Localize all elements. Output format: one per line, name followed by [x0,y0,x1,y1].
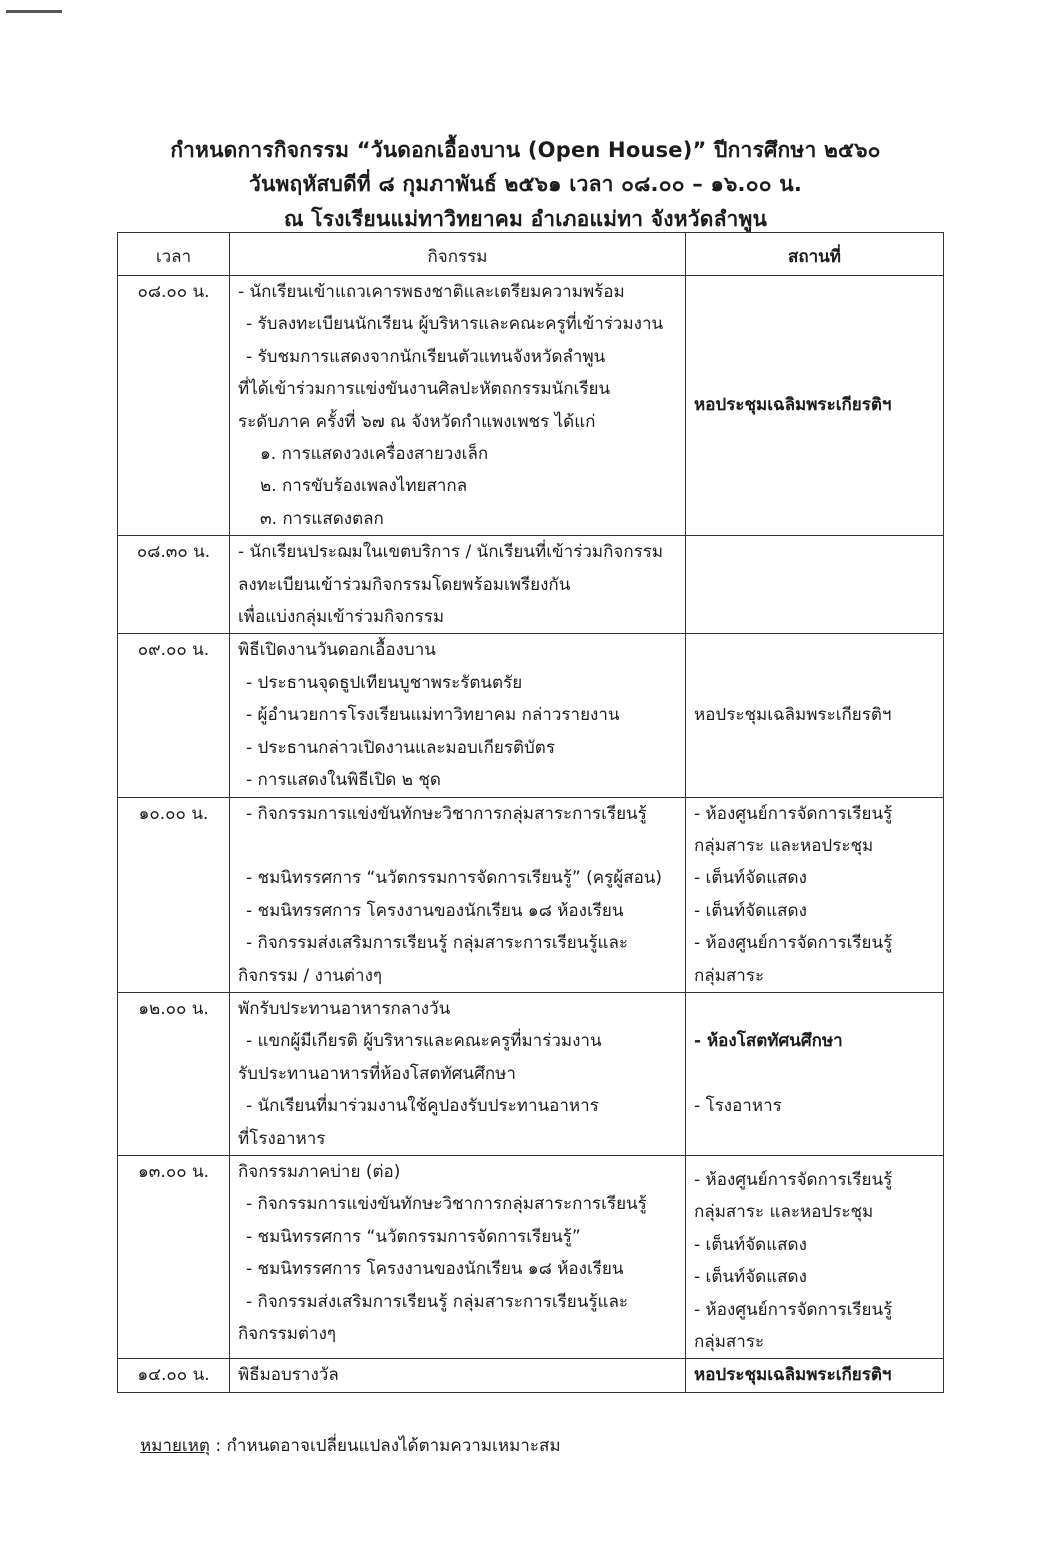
activity-line: - ประธานกล่าวเปิดงานและมอบเกียรติบัตร [246,737,555,758]
footnote-label: หมายเหตุ [140,1436,210,1456]
activity-line: รับประทานอาหารที่ห้องโสตทัศนศึกษา [238,1063,516,1084]
place-line: หอประชุมเฉลิมพระเกียรติฯ [694,705,892,726]
row-time: ๐๘.๐๐ น. [118,276,230,536]
header-time: เวลา [118,233,230,276]
activity-line: กิจกรรม / งานต่างๆ [238,965,383,986]
row-time: ๑๓.๐๐ น. [118,1155,230,1358]
row-place [686,634,944,797]
activity-line: เพื่อแบ่งกลุ่มเข้าร่วมกิจกรรม [238,607,445,628]
place-line: - โรงอาหาร [694,1096,782,1117]
document-date: วันพฤหัสบดีที่ ๘ กุมภาพันธ์ ๒๕๖๑ เวลา ๐๘.๐๐ – ๑๖.๐๐ น. [248,172,803,196]
row-place [686,276,944,536]
place-line: หอประชุมเฉลิมพระเกียรติฯ [694,1365,892,1386]
place-line: - เต็นท์จัดแสดง [694,900,807,921]
place-line: กลุ่มสาระ [694,965,765,986]
activity-line: - ชมนิทรรศการ “นวัตกรรมการจัดการเรียนรู้” (ครูผู้สอน) [246,868,663,889]
row-time: ๑๐.๐๐ น. [118,797,230,992]
footnote [140,1432,561,1459]
activity-line: - ประธานจุดธูปเทียนบูชาพระรัตนตรัย [246,672,523,693]
place-spacer [694,993,935,1025]
place-line: - ห้องศูนย์การจัดการเรียนรู้ [694,803,893,824]
activity-line: - ชมนิทรรศการ “นวัตกรรมการจัดการเรียนรู้” [246,1226,581,1247]
activity-line: - นักเรียนเข้าแถวเคารพธงชาติและเตรียมความพร้อม [238,282,625,302]
place-line: - เต็นท์จัดแสดง [694,1234,807,1255]
place-line: กลุ่มสาระ [694,1332,765,1352]
table-row [118,1359,944,1392]
activity-line: - นักเรียนประฌมในเขตบริการ / นักเรียนที่เข้าร่วมกิจกรรม [238,542,664,563]
activity-line: - กิจกรรมส่งเสริมการเรียนรู้ กลุ่มสาระการเรียนรู้และ [246,1291,629,1312]
activity-line: กิจกรรมต่างๆ [238,1324,337,1344]
activity-line: - กิจกรรมส่งเสริมการเรียนรู้ กลุ่มสาระการเรียนรู้และ [246,933,629,954]
table-row [118,634,944,797]
place-line: - ห้องศูนย์การจัดการเรียนรู้ [694,933,893,954]
activity-line: - กิจกรรมการแข่งขันทักษะวิชาการกลุ่มสาระการเรียนรู้ [246,1194,647,1215]
row-time: ๐๘.๓๐ น. [118,536,230,634]
activity-line: พิธีมอบรางวัล [238,1365,339,1386]
activity-line: - ชมนิทรรศการ โครงงานของนักเรียน ๑๘ ห้องเรียน [246,900,624,921]
table-row [118,797,944,992]
table-row [118,276,944,536]
activity-line: ที่โรงอาหาร [238,1128,326,1149]
place-spacer [694,1058,935,1090]
activity-line: ๑. การแสดงวงเครื่องสายวงเล็ก [260,444,489,465]
activity-line: - นักเรียนที่มาร่วมงานใช้คูปองรับประทานอาหาร [246,1096,599,1117]
row-time: ๑๔.๐๐ น. [118,1359,230,1392]
row-place [686,1359,944,1392]
activity-line: กิจกรรมภาคบ่าย (ต่อ) [238,1161,401,1182]
row-time: ๐๙.๐๐ น. [118,634,230,797]
place-line: - ห้องศูนย์การจัดการเรียนรู้ [694,1299,893,1320]
document-venue: ณ โรงเรียนแม่ทาวิทยาคม อำเภอแม่ทา จังหวัดลำพูน [283,207,768,231]
row-place [686,1155,944,1358]
activity-line: ๓. การแสดงตลก [260,508,384,529]
activity-line: - รับชมการแสดงจากนักเรียนตัวแทนจังหวัดลำพูน [246,346,606,367]
schedule-table [117,232,944,1393]
activity-line: ระดับภาค ครั้งที่ ๖๗ ณ จังหวัดกำแพงเพชร ได้แก่ [238,411,596,432]
footnote-text: : กำหนดอาจเปลี่ยนแปลงได้ตามความเหมาะสม [209,1436,561,1456]
activity-line: - แขกผู้มีเกียรติ ผู้บริหารและคณะครูที่มาร่วมงาน [246,1031,602,1052]
row-activities [230,536,686,634]
place-spacer [694,1156,935,1164]
place-line: กลุ่มสาระ และหอประชุม [694,835,874,856]
activity-line: - การแสดงในพิธีเปิด ๒ ชุด [246,770,441,791]
place-line: หอประชุมเฉลิมพระเกียรติฯ [694,395,892,416]
place-line: กลุ่มสาระ และหอประชุม [694,1202,874,1223]
activity-line: ลงทะเบียนเข้าร่วมกิจกรรมโดยพร้อมเพรียงกัน [238,574,571,595]
place-line: - ห้องศูนย์การจัดการเรียนรู้ [694,1169,893,1190]
row-place [686,992,944,1155]
row-place [686,797,944,992]
activity-line: - ชมนิทรรศการ โครงงานของนักเรียน ๑๘ ห้องเรียน [246,1259,624,1280]
activity-line: - กิจกรรมการแข่งขันทักษะวิชาการกลุ่มสาระการเรียนรู้ [246,803,647,824]
activity-spacer [238,830,677,862]
scan-mark [6,10,62,13]
place-line: - เต็นท์จัดแสดง [694,1267,807,1288]
place-line: - เต็นท์จัดแสดง [694,868,807,889]
row-time: ๑๒.๐๐ น. [118,992,230,1155]
activity-line: - ผู้อำนวยการโรงเรียนแม่ทาวิทยาคม กล่าวรายงาน [246,705,620,726]
activity-line: พักรับประทานอาหารกลางวัน [238,998,451,1019]
row-activities [230,1359,686,1392]
table-row [118,536,944,634]
table-row [118,1155,944,1358]
row-activities [230,634,686,797]
place-line: - ห้องโสตทัศนศึกษา [694,1031,843,1052]
activity-line: - รับลงทะเบียนนักเรียน ผู้บริหารและคณะครูที่เข้าร่วมงาน [246,314,664,335]
activity-line: ที่ได้เข้าร่วมการแข่งขันงานศิลปะหัตถกรรมนักเรียน [238,379,611,400]
row-activities [230,797,686,992]
document-title: กำหนดการกิจกรรม “วันดอกเอื้องบาน (Open House)” ปีการศึกษา ๒๕๖๐ [170,138,881,162]
header-activity: กิจกรรม [230,233,686,276]
activity-line: พิธีเปิดงานวันดอกเอื้องบาน [238,640,436,661]
header-place: สถานที่ [686,233,944,276]
table-header-row [118,233,944,276]
activity-line: ๒. การขับร้องเพลงไทยสากล [260,476,468,497]
table-row [118,992,944,1155]
row-activities [230,1155,686,1358]
row-place [686,536,944,634]
row-activities [230,276,686,536]
row-activities [230,992,686,1155]
